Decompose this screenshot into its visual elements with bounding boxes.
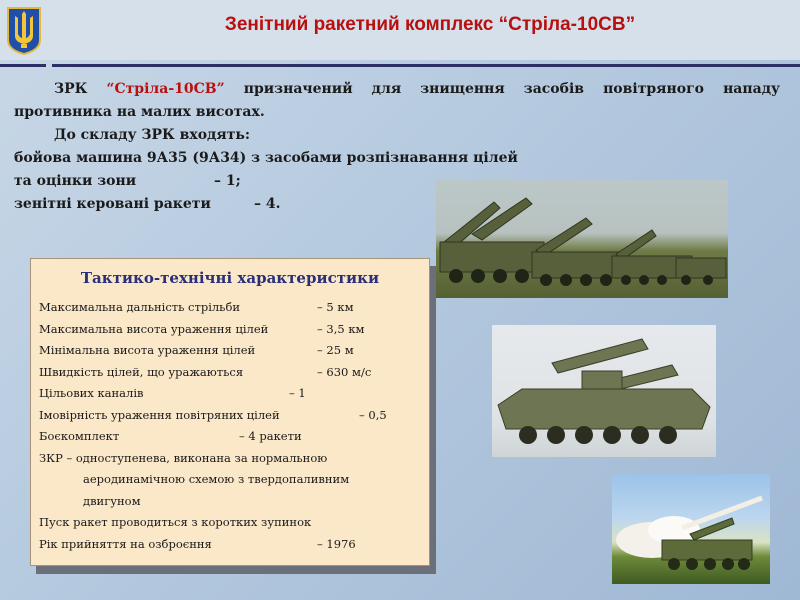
specs-panel-title: Тактико-технічні характеристики xyxy=(80,269,380,287)
spec-row xyxy=(39,319,419,341)
zkr-line-2: аеродинамічною схемою з твердопаливним xyxy=(83,472,350,486)
item1-label: та оцінки зони xyxy=(14,173,137,189)
divider xyxy=(0,64,46,67)
system-name: “Стріла-10СВ” xyxy=(106,81,225,97)
spec-label: Мінімальна висота ураження цілей xyxy=(39,343,256,357)
ukraine-trident-icon xyxy=(6,6,42,56)
spec-row xyxy=(39,405,419,427)
launch-note-text: Пуск ракет проводиться з коротких зупинок xyxy=(39,515,312,529)
spec-value: – 4 ракети xyxy=(239,429,302,443)
zkr-description-line-1 xyxy=(39,448,419,470)
spec-label: Імовірність ураження повітряних цілей xyxy=(39,407,280,422)
intro-lead-prefix: ЗРК xyxy=(54,81,107,97)
zkr-description-line-3 xyxy=(39,491,419,513)
spec-value: – 0,5 xyxy=(359,407,387,422)
intro-lead-rest: призначений для знищення засобів повітряного нападу противника на малих висотах. xyxy=(14,81,780,120)
launch-note xyxy=(39,512,419,534)
spec-value: – 5 км xyxy=(317,300,354,314)
vehicle-side-photo xyxy=(492,325,716,457)
divider xyxy=(52,64,800,67)
spec-value: – 3,5 км xyxy=(317,321,365,336)
spec-label: Боєкомплект xyxy=(39,429,120,443)
spec-label: Цільових каналів xyxy=(39,386,144,400)
specs-list xyxy=(39,297,419,555)
composition-item-1-line-1: бойова машина 9А35 (9А34) з засобами розпізнавання цілей xyxy=(14,150,518,166)
adoption-value: – 1976 xyxy=(317,536,356,551)
spec-label: Швидкість цілей, що уражаються xyxy=(39,364,244,379)
item2-qty: – 4. xyxy=(254,196,281,212)
zkr-description-line-2 xyxy=(39,469,419,491)
specs-panel xyxy=(30,258,430,566)
adoption-label: Рік прийняття на озброєння xyxy=(39,536,212,551)
spec-row xyxy=(39,426,419,448)
zkr-line-1: ЗКР – одноступенева, виконана за нормальною xyxy=(39,450,328,465)
page-title: Зенітний ракетний комплекс “Стріла-10СВ” xyxy=(224,14,636,35)
spec-value: – 630 м/с xyxy=(317,364,372,379)
vehicle-column-photo xyxy=(436,180,728,298)
spec-row xyxy=(39,297,419,319)
composition-heading: До складу ЗРК входять: xyxy=(54,127,251,143)
spec-value: – 1 xyxy=(289,386,306,400)
spec-value: – 25 м xyxy=(317,343,354,357)
adoption-row xyxy=(39,534,419,556)
intro-paragraph xyxy=(14,78,780,124)
missile-launch-photo xyxy=(612,474,770,584)
slide-header xyxy=(0,0,800,60)
spec-label: Максимальна дальність стрільби xyxy=(39,300,241,314)
spec-row xyxy=(39,340,419,362)
spec-row xyxy=(39,383,419,405)
spec-label: Максимальна висота ураження цілей xyxy=(39,321,269,336)
spec-row xyxy=(39,362,419,384)
item2-label: зенітні керовані ракети xyxy=(14,196,211,212)
zkr-line-3: двигуном xyxy=(83,493,141,508)
item1-qty: – 1; xyxy=(214,173,241,189)
